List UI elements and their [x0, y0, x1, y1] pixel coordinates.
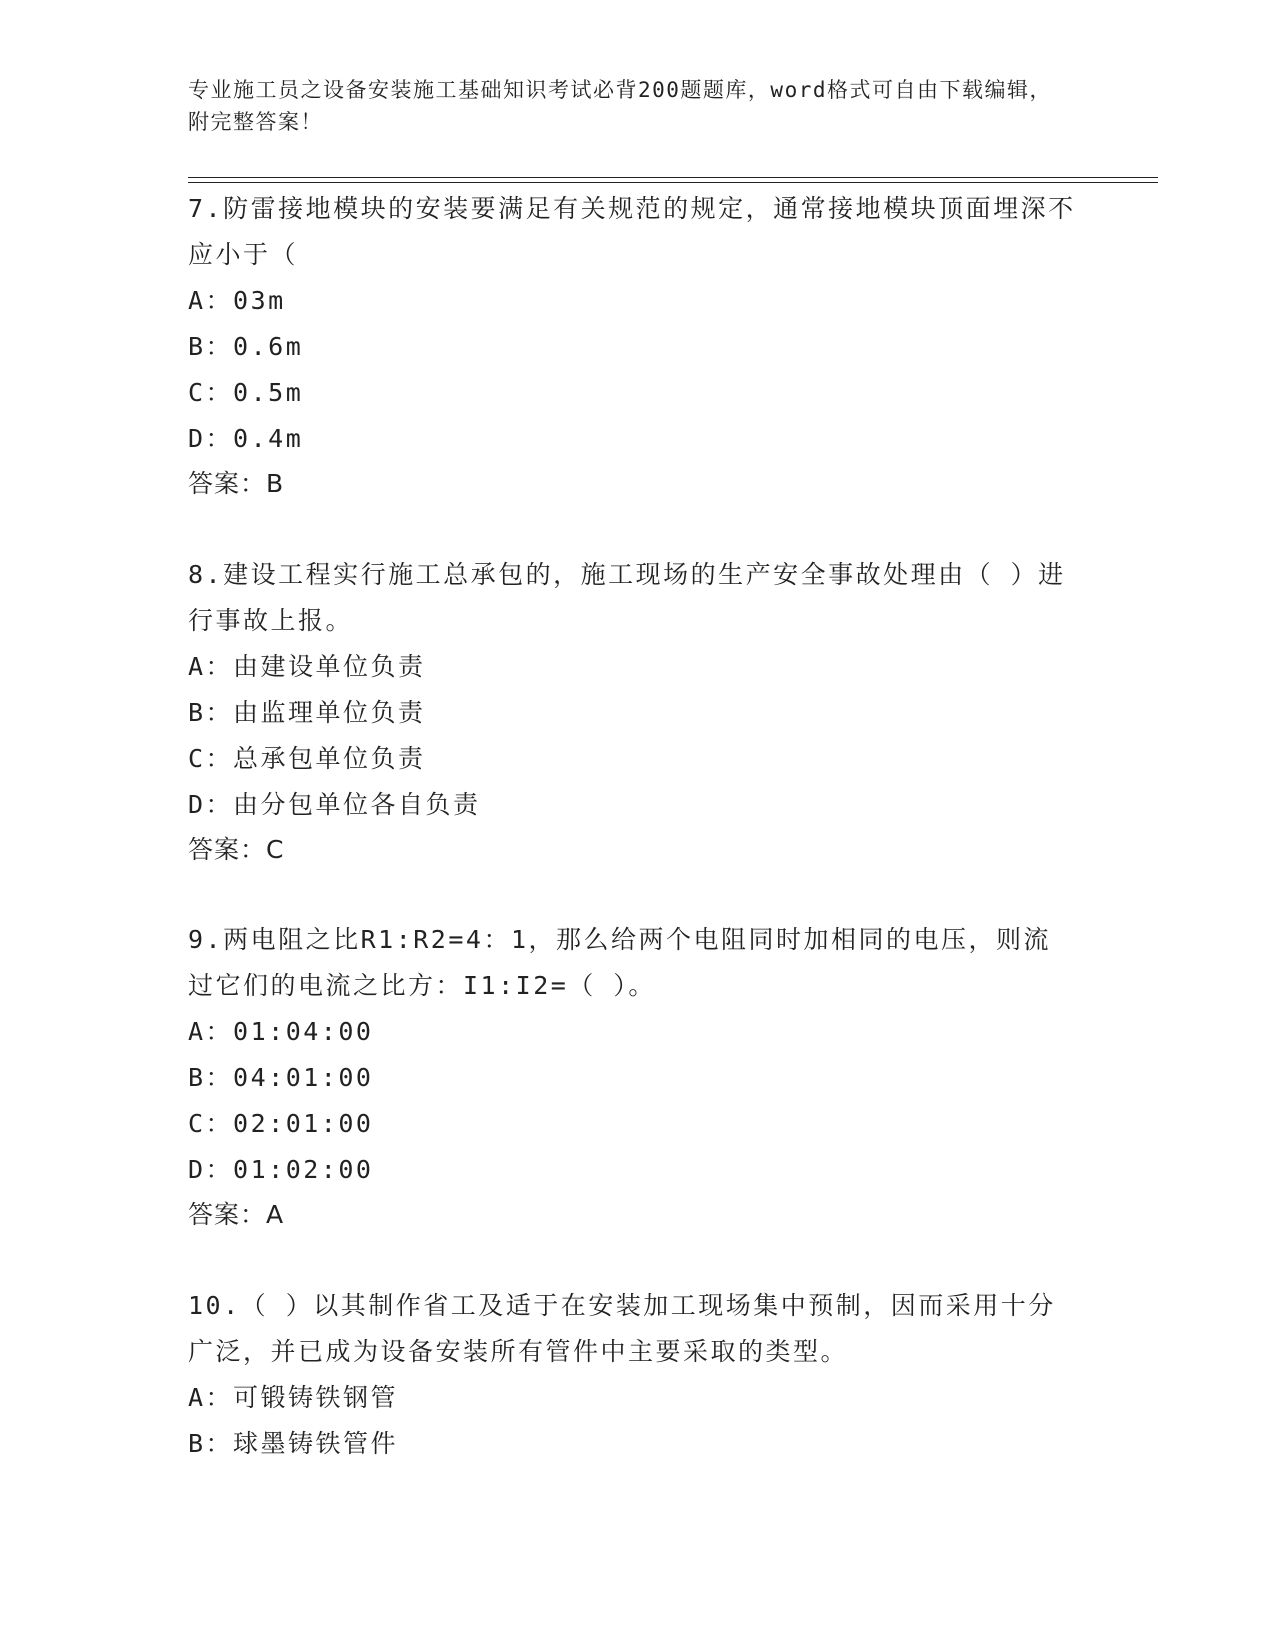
question-stem: 7.防雷接地模块的安装要满足有关规范的规定，通常接地模块顶面埋深不应小于（	[188, 194, 1076, 269]
question-8	[188, 552, 1078, 872]
option-d: D：由分包单位各自负责	[188, 790, 481, 819]
answer-line: 答案：A	[188, 1200, 285, 1229]
question-10	[188, 1283, 1078, 1467]
question-stem: 10.（ ）以其制作省工及适于在安装加工现场集中预制，因而采用十分广泛，并已成为设备安装所有管件中主要采取的类型。	[188, 1291, 1056, 1366]
option-b: B：0.6m	[188, 332, 304, 361]
answer-line: 答案：C	[188, 835, 285, 864]
option-a: A：03m	[188, 286, 286, 315]
option-d: D：01:02:00	[188, 1155, 374, 1184]
option-a: A：01:04:00	[188, 1017, 374, 1046]
option-c: C：总承包单位负责	[188, 744, 426, 773]
question-9	[188, 917, 1078, 1237]
question-stem: 9.两电阻之比R1:R2=4：1，那么给两个电阻同时加相同的电压，则流过它们的电流之比方：I1:I2=（ ）。	[188, 925, 1052, 1000]
option-b: B：由监理单位负责	[188, 698, 426, 727]
option-d: D：0.4m	[188, 424, 304, 453]
option-b: B：04:01:00	[188, 1063, 374, 1092]
option-a: A：由建设单位负责	[188, 652, 426, 681]
answer-line: 答案：B	[188, 469, 285, 498]
option-a: A：可锻铸铁钢管	[188, 1383, 399, 1412]
header-divider-top	[188, 177, 1158, 178]
header-divider-bottom	[188, 182, 1158, 183]
option-c: C：0.5m	[188, 378, 304, 407]
question-stem: 8.建设工程实行施工总承包的，施工现场的生产安全事故处理由（ ）进行事故上报。	[188, 560, 1066, 635]
option-b: B：球墨铸铁管件	[188, 1429, 399, 1458]
option-c: C：02:01:00	[188, 1109, 374, 1138]
question-7	[188, 186, 1078, 506]
document-header: 专业施工员之设备安装施工基础知识考试必背200题题库，word格式可自由下载编辑，附完整答案！	[188, 78, 1052, 134]
